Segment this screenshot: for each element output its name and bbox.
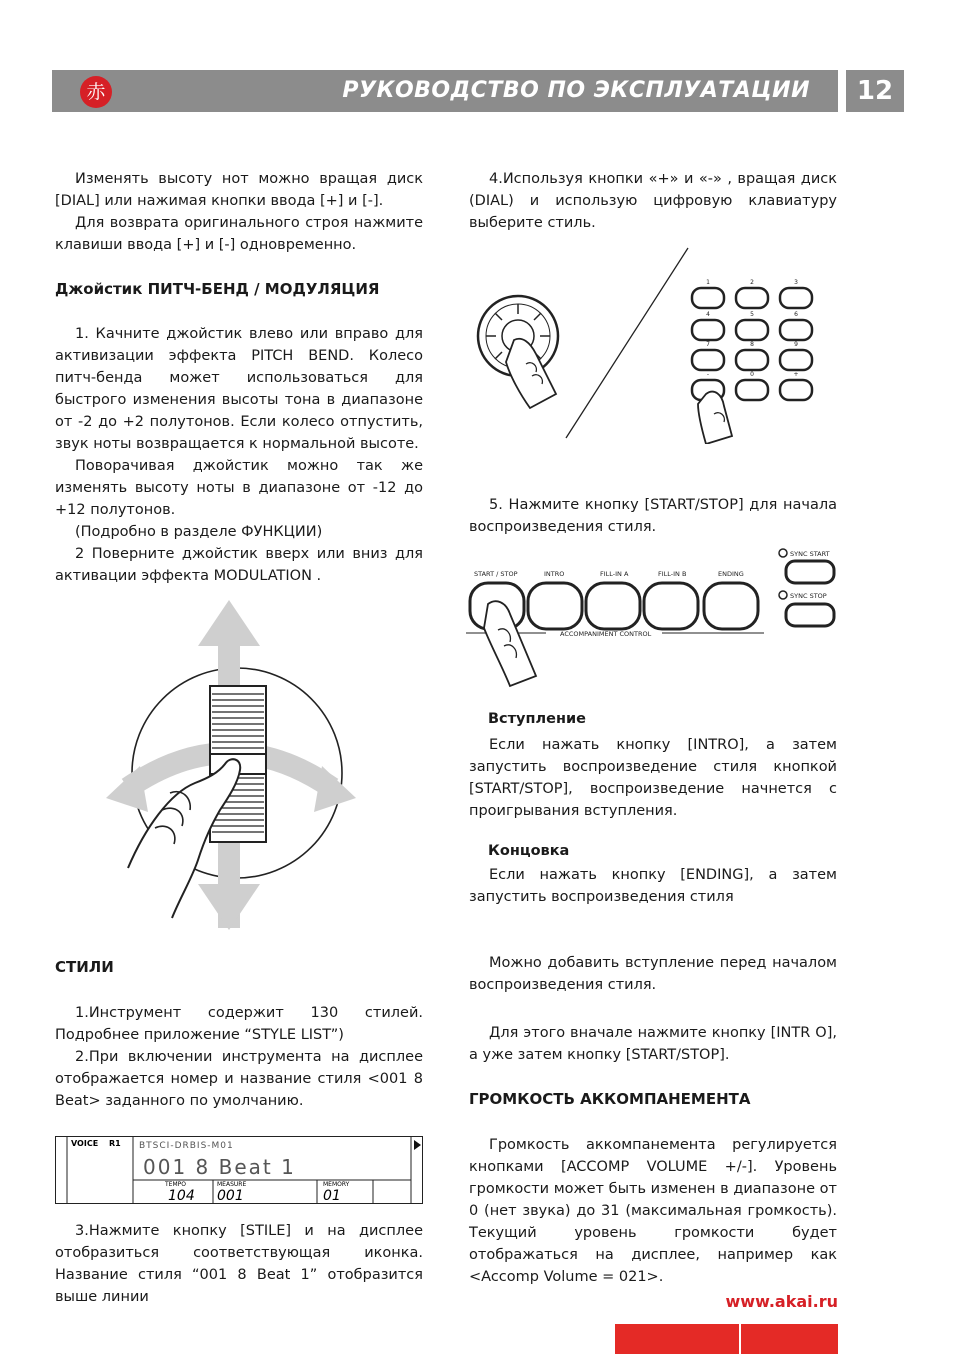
paragraph: 2 Поверните джойстик вверх или вниз для активации эффекта MODULATION . (55, 546, 423, 584)
lcd-measure-value: 001 (217, 1188, 244, 1204)
key-label: 1 (706, 279, 710, 286)
ending-button (704, 583, 758, 629)
numeric-keypad (692, 279, 812, 444)
paragraph: Для этого вначале нажмите кнопку [INTR O], а уже затем кнопку [START/STOP]. (469, 1025, 837, 1063)
intro-heading: Вступление (488, 711, 586, 727)
paragraph: Если нажать кнопку [ENDING], а затем запустить воспроизведения стиля (469, 867, 837, 905)
page-title: РУКОВОДСТВО ПО ЭКСПЛУАТАЦИИ (342, 78, 810, 103)
key-label: 7 (706, 341, 710, 348)
sync-start-button (786, 561, 834, 583)
lcd-display (55, 1136, 423, 1204)
accompaniment-control-illustration (466, 546, 838, 688)
paragraph: Для возврата оригинального строя нажмите клавиши ввода [+] и [-] одновременно. (55, 215, 423, 253)
key-label: 3 (794, 279, 798, 286)
ending-text-block (469, 864, 837, 908)
left-intro-text (55, 168, 423, 256)
key-label: 4 (706, 311, 710, 318)
lcd-main-text: 001 8 Beat 1 (143, 1155, 296, 1179)
paragraph: Громкость аккомпанемента регулируется кнопками [ACCOMP VOLUME +/-]. Уровень громкости может быть изменен в диапазоне от 0 (нет звука) до 31 (максимальная громкость). Текущий уровень громкости будет отображаться на дисплее, например как <Accomp Volume = 021>. (469, 1137, 837, 1285)
key-label: 6 (794, 311, 798, 318)
joystick-text (55, 323, 423, 587)
styles-text-2 (55, 1220, 423, 1308)
right-intro-text (469, 168, 837, 234)
paragraph: Если нажать кнопку [INTRO], а затем запустить воспроизведение стиля кнопкой [START/STOP], воспроизведение начнется с проигрывания вступления. (469, 737, 837, 819)
volume-text-block (469, 1134, 837, 1288)
lcd-dots-line: BTSCI-DRBIS-M01 (139, 1141, 234, 1151)
dial-keypad-illustration (470, 244, 838, 444)
sync-stop-label: SYNC STOP (790, 592, 827, 600)
intro-text-block (469, 734, 837, 822)
sync-start-label: SYNC START (790, 550, 830, 558)
button-label: FILL-IN B (658, 570, 687, 578)
footer-bar (615, 1324, 739, 1354)
lcd-voice-value: R1 (109, 1139, 121, 1148)
paragraph: 4.Используя кнопки «+» и «-» , вращая диск (DIAL) и использую цифровую клавиатуру выберите стиль. (469, 171, 837, 231)
key-label: 2 (750, 279, 754, 286)
lcd-voice-label: VOICE (71, 1139, 99, 1148)
button-label: FILL-IN A (600, 570, 629, 578)
sync-stop-button (786, 604, 834, 626)
intro-order-text (469, 1022, 837, 1066)
joystick-illustration (100, 598, 362, 932)
footer-bar (741, 1324, 838, 1354)
lcd-tempo-value: 104 (168, 1188, 195, 1204)
brand-logo: 赤 (80, 76, 112, 108)
lcd-measure-label: MEASURE (217, 1181, 247, 1188)
button-label: START / STOP (474, 570, 518, 578)
lcd-tempo-label: TEMPO (165, 1181, 186, 1188)
accompaniment-control-label: ACCOMPANIMENT CONTROL (560, 630, 652, 638)
paragraph: (Подробно в разделе ФУНКЦИИ) (75, 524, 323, 540)
start-stop-text (469, 494, 837, 538)
key-label: 5 (750, 311, 754, 318)
lcd-memory-value: 01 (323, 1188, 341, 1204)
paragraph: 3.Нажмите кнопку [STILE] и на дисплее отобразиться соответствующая иконка. Название стиля “001 8 Beat 1” отобразится выше линии (55, 1223, 423, 1305)
led-icon (779, 549, 787, 557)
paragraph: Можно добавить вступление перед началом воспроизведения стиля. (469, 955, 837, 993)
paragraph: Поворачивая джойстик можно так же изменять высоту ноты в диапазоне от -12 до +12 полутонов. (55, 458, 423, 518)
page-number: 12 (846, 70, 904, 112)
key-label: + (793, 371, 799, 378)
button-label: ENDING (718, 570, 744, 578)
styles-text (55, 1002, 423, 1112)
intro-add-text (469, 952, 837, 996)
volume-heading: ГРОМКОСТЬ АККОМПАНЕМЕНТА (469, 1090, 751, 1108)
paragraph: 2.При включении инструмента на дисплее отображается номер и название стиля <001 8 Beat> заданного по умолчанию. (55, 1049, 423, 1109)
dial-icon (478, 296, 558, 408)
key-label: 0 (750, 371, 754, 378)
key-label: - (706, 371, 710, 378)
paragraph: 1. Качните джойстик влево или вправо для активизации эффекта PITCH BEND. Колесо питч-бенда может использоваться для быстрого изменения высоты тона в диапазоне от -2 до +2 полутонов. Если колесо отпустить, звук ноты возвращается к нормальной высоте. (55, 326, 423, 452)
led-icon (779, 591, 787, 599)
joystick-heading: Джойстик ПИТЧ-БЕНД / МОДУЛЯЦИЯ (55, 280, 380, 298)
button-label: INTRO (544, 570, 565, 578)
fill-in-a-button (586, 583, 640, 629)
styles-heading: СТИЛИ (55, 958, 114, 976)
intro-button (528, 583, 582, 629)
key-label: 9 (794, 341, 798, 348)
ending-heading: Концовка (488, 843, 570, 859)
paragraph: 5. Нажмите кнопку [START/STOP] для начала воспроизведения стиля. (469, 497, 837, 535)
lcd-memory-label: MEMORY (323, 1181, 350, 1188)
footer-url-link[interactable]: www.akai.ru (725, 1292, 838, 1311)
paragraph: Изменять высоту нот можно вращая диск [DIAL] или нажимая кнопки ввода [+] и [-]. (55, 171, 423, 209)
paragraph: 1.Инструмент содержит 130 стилей. Подробнее приложение “STYLE LIST”) (55, 1005, 423, 1043)
fill-in-b-button (644, 583, 698, 629)
key-label: 8 (750, 341, 754, 348)
